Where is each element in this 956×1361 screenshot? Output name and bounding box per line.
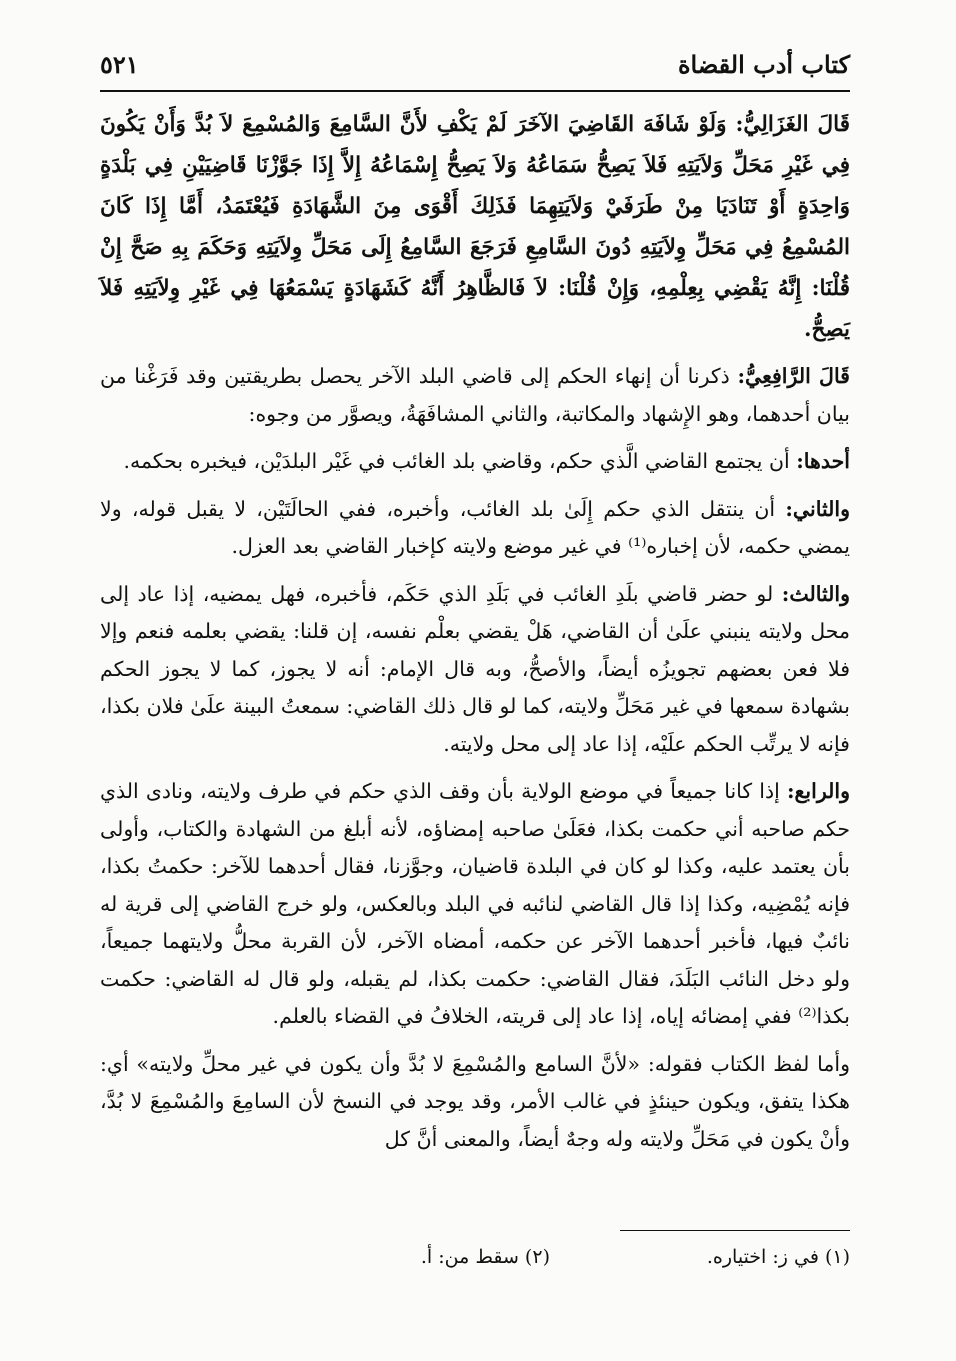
paragraph-text: لو حضر قاضي بلَدِ الغائب في بَلَدِ الذي حَكَم، فأخبره، فهل يمضيه، إذا عاد إلى محل ولايته ينبني علَىٰ أن القاضي، هَلْ يقضي بعلْم نفسه، إن قلنا: يقضي بعلمه فنعم وإلا فلا فعن بعضهم تجويزُه أيضاً، والأصحُّ، وبه قال الإمام: أنه لا يجوز، كما لا يجوز الحكم بشهادة سمعها في غير مَحَلِّ ولايته، كما لو قال ذلك القاضي: سمعتُ البينة علَىٰ فلان بكذا، فإنه لا يرتِّب الحكم علَيْه، إذا عاد إلى محل ولايته.: [100, 581, 850, 756]
paragraph-lead: والثاني:: [785, 496, 850, 521]
paragraph-text: وأما لفظ الكتاب فقوله: «لأنَّ السامع والمُسْمِعَ لا بُدَّ وأن يكون في غير محلِّ ولايته» أي: هكذا يتفق، ويكون حينئذٍ في غالب الأمر، وقد يوجد في النسخ لأن السامِعَ والمُسْمِعَ لا بُدَّ، وأنْ يكون في مَحَلِّ ولايته وله وجهٌ أيضاً، والمعنى أنَّ كل: [100, 1051, 850, 1151]
paragraph-text: أن ينتقل الذي حكم إِلَىٰ بلد الغائب، وأخبره، ففي الحالَتَيْن، لا يقبل قوله، ولا يمضي حكمه، لأن إخباره⁽¹⁾ في غير موضع ولايته كإخبار القاضي بعد العزل.: [100, 496, 850, 558]
third-case-paragraph: [100, 576, 850, 764]
footnote-1: (١) في ز: اختياره.: [706, 1246, 850, 1268]
footnote-divider: [620, 1230, 850, 1231]
paragraph-text: أن يجتمع القاضي الَّذي حكم، وقاضي بلد الغائب في غَيْر البلدَيْن، فيخبره بحكمه.: [123, 449, 797, 473]
paragraph-text: قَالَ الغَزَالِيُّ: وَلَوْ شَافَهَ القَاضِيَ الآخَرَ لَمْ يَكْفِ لأَنَّ السَّامِعَ وَالمُسْمِعَ لاَ بُدَّ وَأَنْ يَكُونَ فِي غَيْرِ مَحَلِّ وَلاَيَتِهِ فَلاَ يَصِحُّ سَمَاعُهُ وَلاَ يَصِحُّ إِسْمَاعُهُ إِلاَّ إِذَا جَوَّزْنَا قَاضِيَيْنِ فِي بَلْدَةٍ وَاحِدَةٍ أَوْ تَنَادَيَا مِنْ طَرَفَيْ وَلاَيَتِهِمَا فَذَلِكَ أَقْوَى مِنَ الشَّهَادَةِ فَيُعْتَمَدُ، أَمَّا إِذَا كَانَ المُسْمِعُ فِي مَحَلِّ وِلاَيَتِهِ دُونَ السَّامِعِ فَرَجَعَ السَّامِعُ إِلَى مَحَلِّ وِلاَيَتِهِ وَحَكَمَ بِهِ صَحَّ إِنْ قُلْنَا: إِنَّهُ يَقْضِي بِعِلْمِهِ، وَإِنْ قُلْنَا: لاَ فَالظَّاهِرُ أَنَّهُ كَشَهَادَةٍ يَسْمَعُهَا فِي غَيْرِ وِلاَيَتِهِ فَلاَ يَصِحُّ.: [100, 112, 850, 342]
book-page: [100, 40, 850, 1330]
fourth-case-paragraph: [100, 773, 850, 1036]
paragraph-lead: قَالَ الرَّافِعِيُّ:: [737, 364, 850, 388]
paragraph-lead: أحدها:: [796, 449, 850, 473]
quoted-matn-paragraph: [100, 104, 850, 350]
second-case-paragraph: [100, 491, 850, 566]
paragraph-lead: والثالث:: [781, 581, 850, 606]
closing-paragraph: [100, 1046, 850, 1159]
paragraph-text: إذا كانا جميعاً في موضع الولاية بأن وقف الذي حكم في طرف ولايته، ونادى الذي حكم صاحبه أني حكمت بكذا، فعَلَىٰ صاحبه إمضاؤه، لأنه أبلغ من الشهادة والكتاب، وأولى بأن يعتمد عليه، وكذا لو كان في البلدة قاضيان، وجوَّزنا، فقال أحدهما للآخر: حكمتُ بكذا، فإنه يُمْضِيه، وكذا إذا قال القاضي لنائبه في البلد وبالعكس، ولو خرج القاضي إلى قرية له نائبٌ فيها، فأخبر أحدهما الآخر عن حكمه، أمضاه الآخر، لأن القربة محلُّ ولايتهما جميعاً، ولو دخل النائب البَلَدَ، فقال القاضي: حكمت بكذا، لم يقبله، ولو قال له القاضي: حكمت بكذا⁽²⁾ ففي إمضائه إياه، إذا عاد إلى قريته، الخلافُ في القضاء بالعلم.: [100, 779, 850, 1028]
main-text: [100, 104, 850, 1168]
commentary-paragraph: [100, 358, 850, 433]
paragraph-text: ذكرنا أن إنهاء الحكم إلى قاضي البلد الآخر يحصل بطريقتين وقد فَرَغْنا من بيان أحدهما، وهو الإِشهاد والمكاتبة، والثاني المشافَهَةُ، ويصوَّر من وجوه:: [100, 364, 850, 426]
paragraph-lead: والرابع:: [786, 779, 850, 803]
first-case-paragraph: [100, 443, 850, 481]
page-number: ٥٢١: [100, 50, 139, 79]
running-header: [100, 40, 850, 92]
book-title: كتاب أدب القضاة: [677, 50, 850, 79]
footnote-2: (٢) سقط من: أ.: [420, 1246, 550, 1268]
